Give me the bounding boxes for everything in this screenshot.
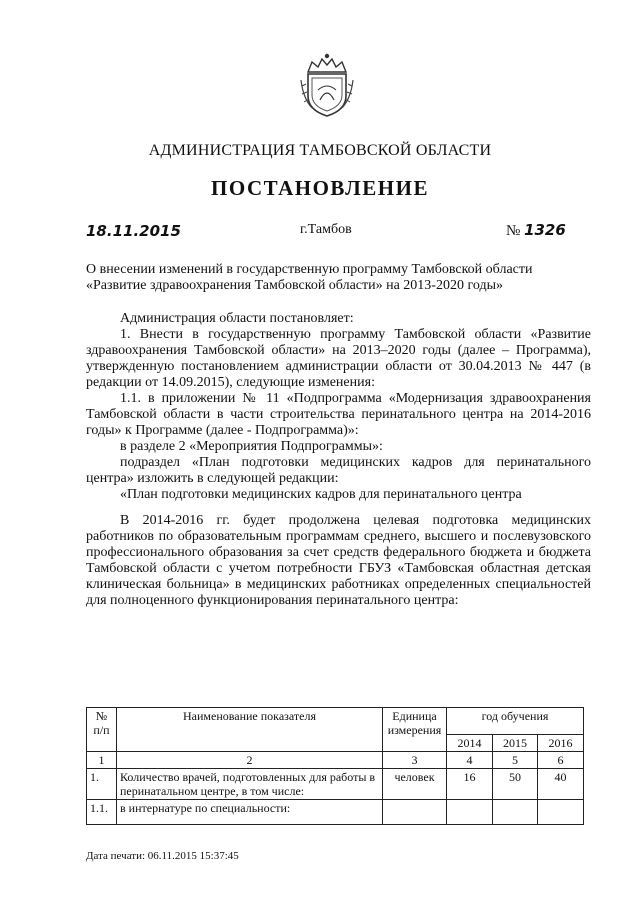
document-type-title: ПОСТАНОВЛЕНИЕ xyxy=(211,176,429,200)
row-num: 1.1. xyxy=(87,800,117,825)
body-paragraph: «План подготовки медицинских кадров для перинатального центра xyxy=(120,487,522,502)
index-cell: 2 xyxy=(117,752,383,769)
header-unit: Единица измерения xyxy=(383,708,447,752)
table-row xyxy=(87,800,584,825)
print-date: Дата печати: 06.11.2015 15:37:45 xyxy=(86,850,239,862)
row-unit: человек xyxy=(383,769,447,800)
issuing-authority: АДМИНИСТРАЦИЯ ТАМБОВСКОЙ ОБЛАСТИ xyxy=(148,142,492,159)
body-paragraph: Администрация области постановляет: xyxy=(120,311,354,326)
index-cell: 6 xyxy=(538,752,584,769)
row-indicator: в интернатуре по специальности: xyxy=(117,800,383,825)
row-value: 50 xyxy=(493,769,538,800)
subject-line: «Развитие здравоохранения Тамбовской области» на 2013-2020 годы» xyxy=(86,278,503,293)
row-value xyxy=(447,800,493,825)
row-value: 40 xyxy=(538,769,584,800)
subject-line: О внесении изменений в государственную программу Тамбовской области xyxy=(86,262,533,277)
index-cell: 3 xyxy=(383,752,447,769)
row-value: 16 xyxy=(447,769,493,800)
document-number: 1326 xyxy=(524,221,566,239)
row-indicator: Количество врачей, подготовленных для работы в перинатальном центре, в том числе: xyxy=(117,769,383,800)
row-unit xyxy=(383,800,447,825)
coat-of-arms-icon xyxy=(298,50,356,120)
number-sign: № xyxy=(506,223,521,239)
body-paragraph: подраздел «План подготовки медицинских кадров для перинатального центра» изложить в следующей редакции: xyxy=(86,455,591,486)
document-subject xyxy=(86,262,606,294)
row-num: 1. xyxy=(87,769,117,800)
document-body xyxy=(86,311,591,609)
header-num: № п/п xyxy=(87,708,117,752)
row-value xyxy=(493,800,538,825)
body-paragraph: 1. Внести в государственную программу Тамбовской области «Развитие здравоохранения Тамбовской области» на 2013–2020 годы (далее – Программа), утвержденную постановлением администрации области от 30.04.2013 № 447 (в редакции от 14.09.2015), следующие изменения: xyxy=(86,327,591,390)
index-cell: 4 xyxy=(447,752,493,769)
document-number-block xyxy=(506,221,566,240)
body-paragraph: в разделе 2 «Мероприятия Подпрограммы»: xyxy=(120,439,383,454)
index-cell: 5 xyxy=(493,752,538,769)
year-cell: 2015 xyxy=(493,735,538,752)
body-paragraph: В 2014-2016 гг. будет продолжена целевая подготовка медицинских работников по образовательным программам среднего, высшего и послевузовского профессионального образования за счет средств федерального бюджета и бюджета Тамбовской области с учетом потребности ГБУЗ «Тамбовская областная детская клиническая больница» в медицинских работниках определенных специальностей для полноценного функционирования перинатального центра: xyxy=(86,513,591,608)
table-row xyxy=(87,769,584,800)
header-years: год обучения xyxy=(447,708,584,735)
training-plan-table xyxy=(86,707,584,825)
row-value xyxy=(538,800,584,825)
index-cell: 1 xyxy=(87,752,117,769)
year-cell: 2016 xyxy=(538,735,584,752)
year-cell: 2014 xyxy=(447,735,493,752)
body-paragraph: 1.1. в приложении № 11 «Подпрограмма «Модернизация здравоохранения Тамбовской области в части строительства перинатального центра на 2014-2016 годы» к Программе (далее - Подпрограмма)»: xyxy=(86,391,591,438)
header-indicator: Наименование показателя xyxy=(117,708,383,752)
document-city: г.Тамбов xyxy=(300,222,352,237)
document-date: 18.11.2015 xyxy=(86,222,181,240)
